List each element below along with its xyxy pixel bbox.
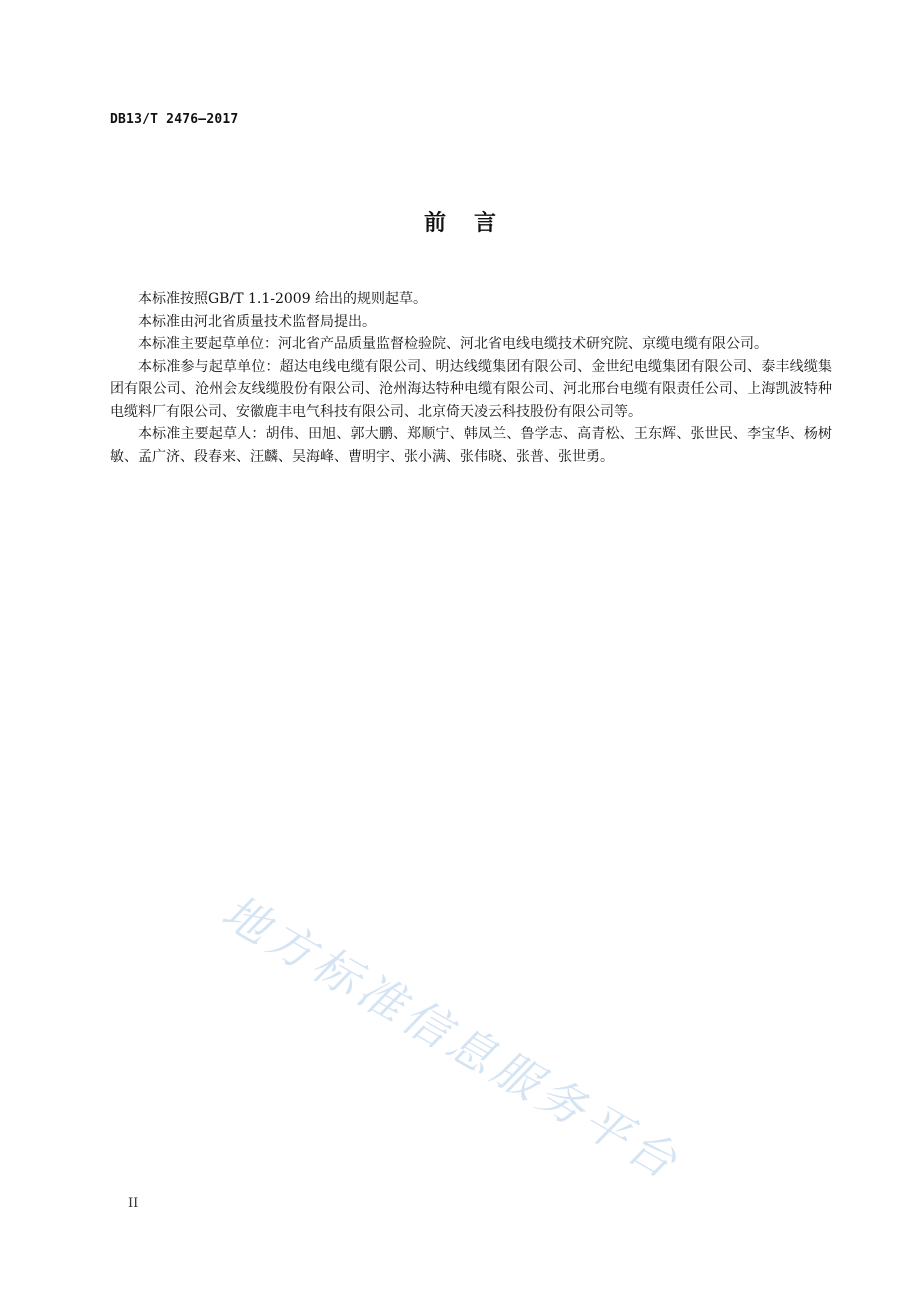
paragraph-proposer: 本标准由河北省质量技术监督局提出。	[138, 313, 376, 330]
page-title: 前言	[423, 211, 524, 236]
page-number: II	[128, 1196, 139, 1211]
paragraph-participating-units: 本标准参与起草单位：超达电线电缆有限公司、明达线缆集团有限公司、金世纪电缆集团有限公司、泰丰线缆集团有限公司、沧州会友线缆股份有限公司、沧州海达特种电缆有限公司、河北邢台电缆有限责任公司、上海凯波特种电缆料厂有限公司、安徽鹿丰电气科技有限公司、北京倚天凌云科技股份有限公司等。	[110, 358, 832, 420]
watermark: 地方标准信息服务平台	[213, 884, 691, 1191]
paragraph-drafting-rules: 本标准按照GB/T 1.1-2009 给出的规则起草。	[138, 291, 428, 307]
foreword-body	[110, 288, 832, 468]
paragraph-main-drafters: 本标准主要起草人：胡伟、田旭、郭大鹏、郑顺宁、韩凤兰、鲁学志、高青松、王东辉、张世民、李宝华、杨树敏、孟广济、段春来、汪麟、吴海峰、曹明宇、张小满、张伟晓、张普、张世勇。	[110, 426, 832, 465]
document-code: DB13/T 2476—2017	[110, 112, 239, 127]
paragraph-main-drafting-units: 本标准主要起草单位：河北省产品质量监督检验院、河北省电线电缆技术研究院、京缆电缆有限公司。	[138, 336, 768, 352]
